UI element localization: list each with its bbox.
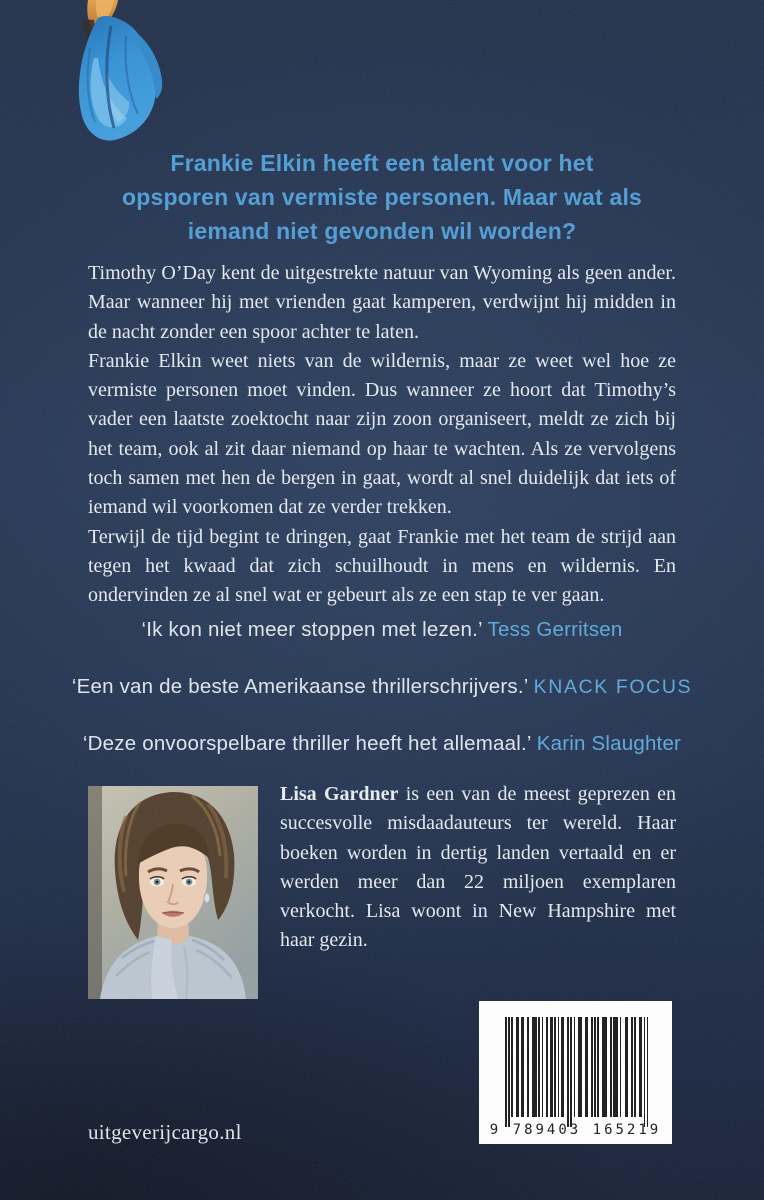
synopsis-paragraph: Frankie Elkin weet niets van de wildernis, maar ze weet wel hoe ze vermiste personen moet vinden. Dus wanneer ze hoort dat Timothy’s vader een laatste zoektocht naar zijn zoon organiseert, meldt ze zich bij het team, ook al zit daar niemand op haar te wachten. Als ze vervolgens toch samen met hen de bergen in gaat, wordt al snel duidelijk dat iets of iemand wil voorkomen dat ze verder trekken.: [88, 349, 676, 519]
isbn-barcode: [479, 1001, 672, 1144]
quote-text: ‘Deze onvoorspelbare thriller heeft het allemaal.’: [82, 732, 537, 755]
quote-attribution: Tess Gerritsen: [487, 618, 623, 641]
isbn-number: 9 789403 165219: [489, 1122, 662, 1138]
tagline-line: opsporen van vermiste personen. Maar wat als: [121, 184, 643, 210]
author-photo: [88, 786, 258, 999]
review-quote: [40, 618, 724, 642]
author-section: [88, 783, 676, 999]
publisher-website: uitgeverijcargo.nl: [88, 1120, 242, 1144]
quote-attribution: KNACK FOCUS: [533, 676, 693, 698]
synopsis: [88, 259, 676, 611]
review-quote: [40, 732, 724, 756]
review-quotes: [40, 618, 724, 789]
review-quote: [40, 675, 724, 699]
feather-image: [38, 0, 168, 148]
quote-attribution: Karin Slaughter: [536, 732, 682, 755]
synopsis-paragraph: Timothy O’Day kent de uitgestrekte natuur van Wyoming als geen ander. Maar wanneer hij met vrienden gaat kamperen, verdwijnt hij midden in de nacht zonder een spoor achter te laten.: [88, 262, 676, 343]
tagline-line: iemand niet gevonden wil worden?: [187, 218, 577, 244]
barcode-bar: [647, 1017, 649, 1127]
tagline-line: Frankie Elkin heeft een talent voor het: [170, 150, 594, 176]
quote-text: ‘Ik kon niet meer stoppen met lezen.’: [141, 618, 488, 641]
tagline: [0, 146, 764, 248]
quote-text: ‘Een van de beste Amerikaanse thrillerschrijvers.’: [71, 675, 534, 698]
barcode-bars: [505, 1017, 648, 1117]
author-name: Lisa Gardner: [280, 783, 399, 805]
author-bio-text: is een van de meest geprezen en succesvolle misdaadauteurs ter wereld. Haar boeken worden in dertig landen vertaald en er werden meer dan 22 miljoen exemplaren verkocht. Lisa woont in New Hampshire met haar gezin.: [280, 783, 676, 952]
author-bio: [280, 780, 676, 999]
synopsis-paragraph: Terwijl de tijd begint te dringen, gaat Frankie met het team de strijd aan tegen het kwaad dat zich schuilhoudt in mens en wildernis. En ondervinden ze al snel wat er gebeurt als ze een stap te ver gaan.: [88, 525, 676, 607]
